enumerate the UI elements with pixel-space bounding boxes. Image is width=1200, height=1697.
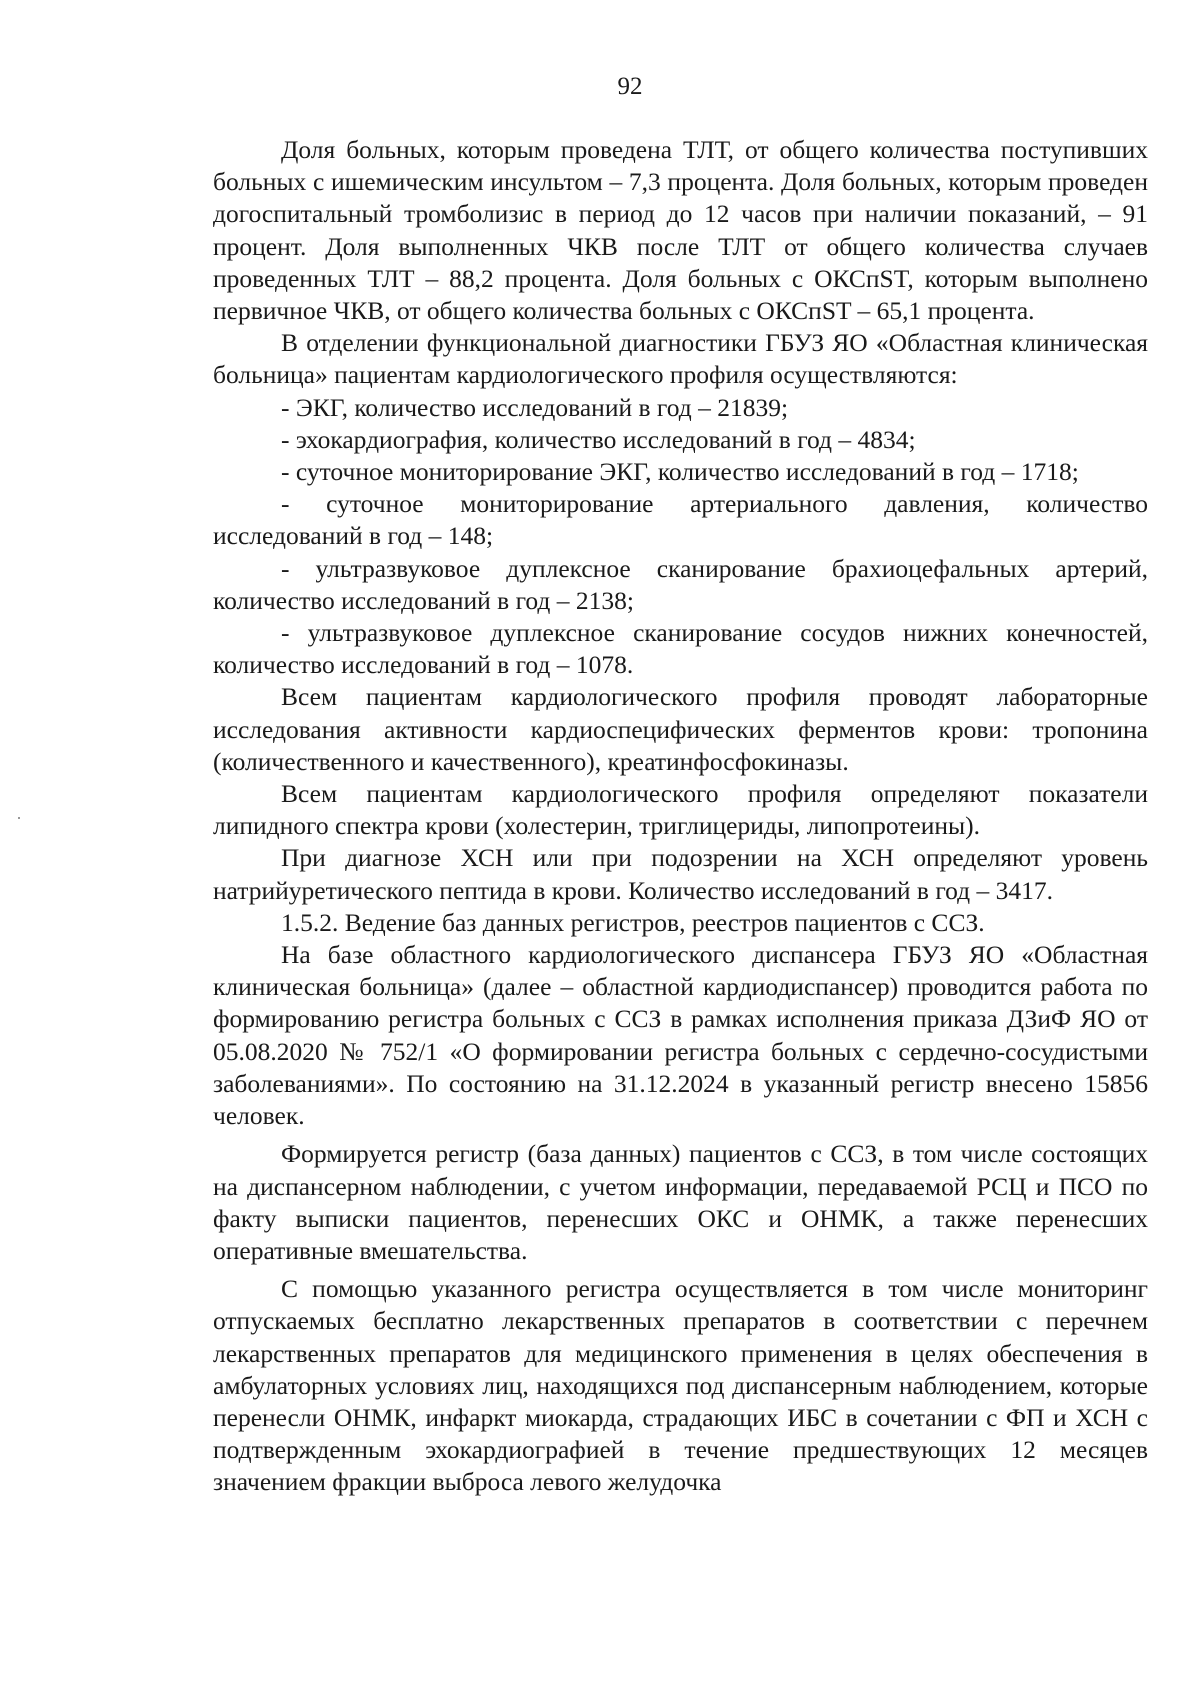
paragraph-lipid-spectrum: Всем пациентам кардиологического профиля определяют показатели липидного спектра крови (холестерин, триглицериды, липопротеины). bbox=[213, 779, 1148, 841]
paragraph-registry-database: Формируется регистр (база данных) пациентов с ССЗ, в том числе состоящих на диспансерном наблюдении, с учетом информации, передаваемой РСЦ и ПСО по факту выписки пациентов, перенесших ОКС и ОНМК, а также перенесших оперативные вмешательства. bbox=[213, 1139, 1148, 1265]
list-item-echocardiography: - эхокардиография, количество исследований в год – 4834; bbox=[281, 424, 916, 454]
paragraph-registry-monitoring: С помощью указанного регистра осуществляется в том числе мониторинг отпускаемых бесплатно лекарственных препаратов в соответствии с перечнем лекарственных препаратов для медицинского применения в целях обеспечения в амбулаторных условиях лиц, находящихся под диспансерным наблюдением, которые перенесли ОНМК, инфаркт миокарда, страдающих ИБС в сочетании с ФП и ХСН с подтвержденным эхокардиографией в течение предшествующих 12 месяцев значением фракции выброса левого желудочка bbox=[213, 1274, 1148, 1497]
list-item-ecg: - ЭКГ, количество исследований в год – 21839; bbox=[281, 392, 789, 422]
paragraph-functional-diagnostics: В отделении функциональной диагностики ГБУЗ ЯО «Областная клиническая больница» пациентам кардиологического профиля осуществляются: bbox=[213, 328, 1148, 390]
document-body bbox=[213, 134, 1148, 1499]
paragraph-lab-enzymes: Всем пациентам кардиологического профиля проводят лабораторные исследования активности кардиоспецифических ферментов крови: тропонина (количественного и качественного), креатинфосфокиназы. bbox=[213, 682, 1148, 776]
page-number: 92 bbox=[617, 73, 643, 100]
paragraph-natriuretic-peptide: При диагнозе ХСН или при подозрении на ХСН определяют уровень натрийуретического пептида в крови. Количество исследований в год – 3417. bbox=[213, 843, 1148, 905]
scan-speck bbox=[18, 817, 20, 819]
paragraph-tlt-statistics: Доля больных, которым проведена ТЛТ, от общего количества поступивших больных с ишемическим инсультом – 7,3 процента. Доля больных, которым проведен догоспитальный тромболизис в период до 12 часов при наличии показаний, – 91 процент. Доля выполненных ЧКВ после ТЛТ от общего количества случаев проведенных ТЛТ – 88,2 процента. Доля больных с ОКСпST, которым выполнено первичное ЧКВ, от общего количества больных с ОКСпST – 65,1 процента. bbox=[213, 135, 1148, 326]
list-item-lower-limb-scan: - ультразвуковое дуплексное сканирование сосудов нижних конечностей, количество исследований в год – 1078. bbox=[213, 618, 1148, 680]
section-heading-registries: 1.5.2. Ведение баз данных регистров, реестров пациентов с ССЗ. bbox=[281, 907, 985, 937]
list-item-abpm: - суточное мониторирование артериального давления, количество исследований в год – 148; bbox=[213, 489, 1148, 551]
list-item-holter-ecg: - суточное мониторирование ЭКГ, количество исследований в год – 1718; bbox=[281, 457, 1079, 487]
list-item-brachiocephalic-scan: - ультразвуковое дуплексное сканирование брахиоцефальных артерий, количество исследований в год – 2138; bbox=[213, 553, 1148, 615]
paragraph-registry-formation: На базе областного кардиологического диспансера ГБУЗ ЯО «Областная клиническая больница» (далее – областной кардиодиспансер) проводится работа по формированию регистра больных с ССЗ в рамках исполнения приказа ДЗиФ ЯО от 05.08.2020 № 752/1 «О формировании регистра больных с сердечно-сосудистыми заболеваниями». По состоянию на 31.12.2024 в указанный регистр внесено 15856 человек. bbox=[213, 940, 1148, 1131]
